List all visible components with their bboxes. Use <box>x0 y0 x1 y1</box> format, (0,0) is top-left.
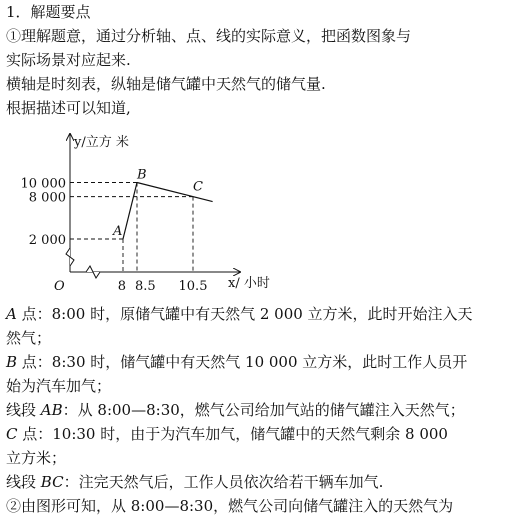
point-label-b: B <box>137 167 147 183</box>
note-a-line-1 <box>6 302 473 326</box>
note-bc-prefix: 线段 <box>6 473 41 491</box>
x-tick-label: 8.5 <box>135 279 156 294</box>
point-label-c: C <box>193 179 203 195</box>
note-ab-prefix: 线段 <box>6 401 41 419</box>
note-bc-text: ：注完天然气后，工作人员依次给若干辆车加气. <box>63 473 384 491</box>
note-ab-text: ：从 8:00—8:30，燃气公司给加气站的储气罐注入天然气； <box>62 401 465 419</box>
intro-line-1: ①理解题意，通过分析轴、点、线的实际意义，把函数图象与 <box>6 27 412 45</box>
note-b-label: B <box>6 353 18 371</box>
section-heading: 1．解题要点 <box>6 3 91 21</box>
note-a-label: A <box>6 305 17 323</box>
note-a-line-2: 然气； <box>6 329 52 347</box>
y-axis-break <box>66 248 74 266</box>
x-tick-label: 10.5 <box>178 279 208 294</box>
final-line: ②由图形可知，从 8:00—8:30，燃气公司向储气罐注入的天然气为 <box>6 497 454 515</box>
note-b-text: 点：8:30 时，储气罐中有天然气 10 000 立方米，此时工作人员开 <box>17 353 468 371</box>
note-c-line-2: 立方米； <box>6 449 67 467</box>
segment-ab <box>123 183 137 240</box>
note-ab-label: AB <box>40 401 63 419</box>
axes-note: 横轴是时刻表，纵轴是储气罐中天然气的储气量. <box>6 75 326 93</box>
point-label-a: A <box>113 224 123 239</box>
note-c-label: C <box>6 425 18 443</box>
y-tick-label: 8 000 <box>28 190 66 206</box>
y-tick-label: 10 000 <box>20 176 66 192</box>
x-axis-break <box>86 266 100 278</box>
x-tick-label: 8 <box>117 279 126 294</box>
x-axis-label: x/ 小时 <box>228 276 270 291</box>
note-bc-line <box>6 470 383 494</box>
note-b-line-2: 始为汽车加气； <box>6 377 112 395</box>
description-intro: 根据描述可以知道, <box>6 99 131 117</box>
note-b-line-1 <box>6 350 467 374</box>
note-c-line-1 <box>6 422 448 446</box>
origin-label: O <box>54 279 65 294</box>
y-axis-label: y/立方 米 <box>74 135 129 150</box>
note-ab-line <box>6 398 465 422</box>
intro-line-2: 实际场景对应起来. <box>6 51 131 69</box>
note-a-text: 点：8:00 时，原储气罐中有天然气 2 000 立方米，此时开始注入天 <box>16 305 473 323</box>
note-bc-label: BC <box>40 473 64 491</box>
y-tick-label: 2 000 <box>28 233 66 248</box>
note-c-text: 点：10:30 时，由于为汽车加气，储气罐中的天然气剩余 8 000 <box>17 425 448 443</box>
